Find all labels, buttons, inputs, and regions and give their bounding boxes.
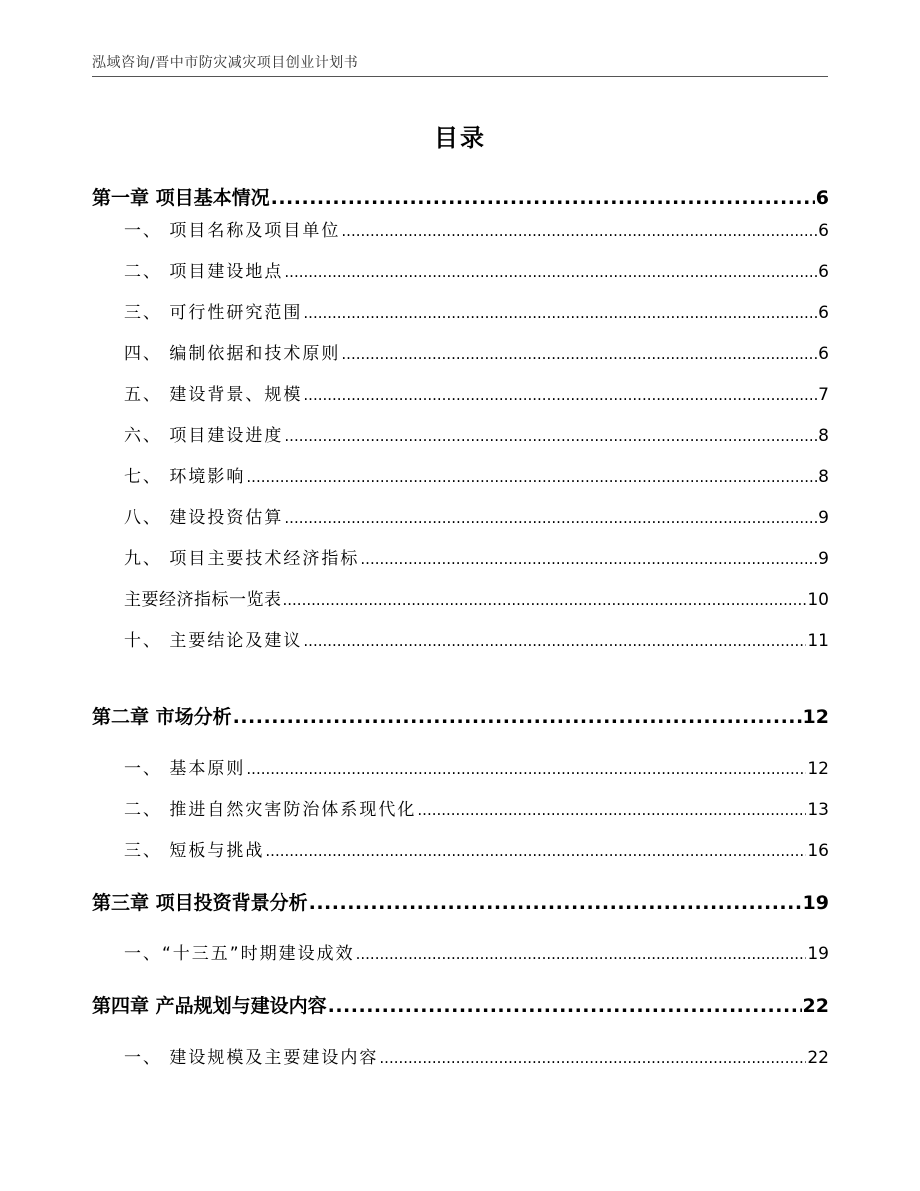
toc-entry-label: 九、 项目主要技术经济指标 — [124, 549, 360, 569]
toc-section-entry[interactable] — [124, 296, 829, 330]
toc-page-number: 8 — [818, 426, 829, 446]
toc-section-entry[interactable] — [124, 501, 829, 535]
toc-dot-leader — [417, 793, 806, 827]
toc-entry-label: 六、 项目建设进度 — [124, 426, 284, 446]
toc-page-number: 6 — [818, 221, 829, 241]
toc-section-entry[interactable] — [124, 255, 829, 289]
toc-page-number: 6 — [815, 187, 829, 209]
toc-dot-leader — [341, 337, 817, 371]
toc-entry-label: 七、 环境影响 — [124, 467, 246, 487]
toc-section-entry[interactable] — [124, 337, 829, 371]
toc-entry-label: 五、 建设背景、规模 — [124, 385, 303, 405]
toc-dot-leader — [303, 624, 806, 658]
toc-page-number: 10 — [807, 590, 829, 610]
toc-entry-label: 第四章 产品规划与建设内容 — [92, 995, 327, 1017]
toc-dot-leader — [265, 834, 806, 868]
toc-chapter-entry[interactable] — [92, 986, 829, 1026]
toc-entry-label: 十、 主要结论及建议 — [124, 631, 303, 651]
toc-entry-label: 一、“十三五”时期建设成效 — [124, 944, 355, 964]
toc-entry-label: 第一章 项目基本情况 — [92, 187, 270, 209]
toc-entry-label: 三、 短板与挑战 — [124, 841, 265, 861]
toc-entry-label: 三、 可行性研究范围 — [124, 303, 303, 323]
toc-page-number: 22 — [802, 995, 829, 1017]
toc-dot-leader — [379, 1041, 806, 1075]
toc-dot-leader — [284, 255, 817, 289]
toc-dot-leader — [341, 214, 817, 248]
toc-chapter-entry[interactable] — [92, 697, 829, 737]
toc-section-entry[interactable] — [124, 214, 829, 248]
page-header: 泓域咨询/晋中市防灾减灾项目创业计划书 — [92, 55, 359, 71]
toc-section-entry[interactable] — [124, 937, 829, 971]
toc-dot-leader — [284, 501, 817, 535]
toc-page-number: 19 — [807, 944, 829, 964]
toc-entry-label: 一、 建设规模及主要建设内容 — [124, 1048, 379, 1068]
toc-dot-leader — [303, 296, 817, 330]
toc-entry-label: 二、 项目建设地点 — [124, 262, 284, 282]
toc-section-entry[interactable] — [124, 793, 829, 827]
toc-page-number: 16 — [807, 841, 829, 861]
toc-chapter-entry[interactable] — [92, 178, 829, 218]
toc-page-number: 22 — [807, 1048, 829, 1068]
toc-entry-label: 第二章 市场分析 — [92, 706, 232, 728]
toc-page-number: 12 — [807, 759, 829, 779]
toc-dot-leader — [284, 419, 817, 453]
toc-section-entry[interactable] — [124, 460, 829, 494]
toc-page-number: 12 — [802, 706, 829, 728]
toc-dot-leader — [271, 178, 815, 218]
toc-page-number: 6 — [818, 303, 829, 323]
toc-section-entry[interactable] — [124, 834, 829, 868]
toc-page-number: 6 — [818, 344, 829, 364]
toc-dot-leader — [356, 937, 807, 971]
toc-entry-label: 第三章 项目投资背景分析 — [92, 892, 308, 914]
toc-entry-label: 二、 推进自然灾害防治体系现代化 — [124, 800, 417, 820]
header-divider — [92, 76, 828, 77]
toc-dot-leader — [233, 697, 802, 737]
toc-section-entry[interactable] — [124, 542, 829, 576]
toc-page-number: 19 — [802, 892, 829, 914]
toc-page-number: 11 — [807, 631, 829, 651]
toc-page-number: 7 — [818, 385, 829, 405]
toc-entry-label: 一、 项目名称及项目单位 — [124, 221, 341, 241]
toc-dot-leader — [309, 883, 802, 923]
toc-dot-leader — [246, 460, 817, 494]
toc-section-entry[interactable] — [124, 378, 829, 412]
toc-entry-label: 一、 基本原则 — [124, 759, 246, 779]
toc-dot-leader — [360, 542, 817, 576]
toc-section-entry[interactable] — [124, 624, 829, 658]
toc-section-entry[interactable] — [124, 752, 829, 786]
toc-page-number: 6 — [818, 262, 829, 282]
toc-chapter-entry[interactable] — [92, 883, 829, 923]
toc-page-number: 9 — [818, 549, 829, 569]
toc-page-number: 8 — [818, 467, 829, 487]
toc-section-entry[interactable] — [124, 419, 829, 453]
toc-section-entry[interactable] — [124, 583, 829, 617]
toc-section-entry[interactable] — [124, 1041, 829, 1075]
toc-dot-leader — [328, 986, 802, 1026]
toc-dot-leader — [246, 752, 806, 786]
toc-page-number: 13 — [807, 800, 829, 820]
toc-title: 目录 — [434, 124, 486, 152]
toc-entry-label: 八、 建设投资估算 — [124, 508, 284, 528]
toc-entry-label: 主要经济指标一览表 — [124, 590, 282, 610]
toc-dot-leader — [283, 583, 807, 617]
toc-page-number: 9 — [818, 508, 829, 528]
toc-entry-label: 四、 编制依据和技术原则 — [124, 344, 341, 364]
toc-dot-leader — [303, 378, 817, 412]
